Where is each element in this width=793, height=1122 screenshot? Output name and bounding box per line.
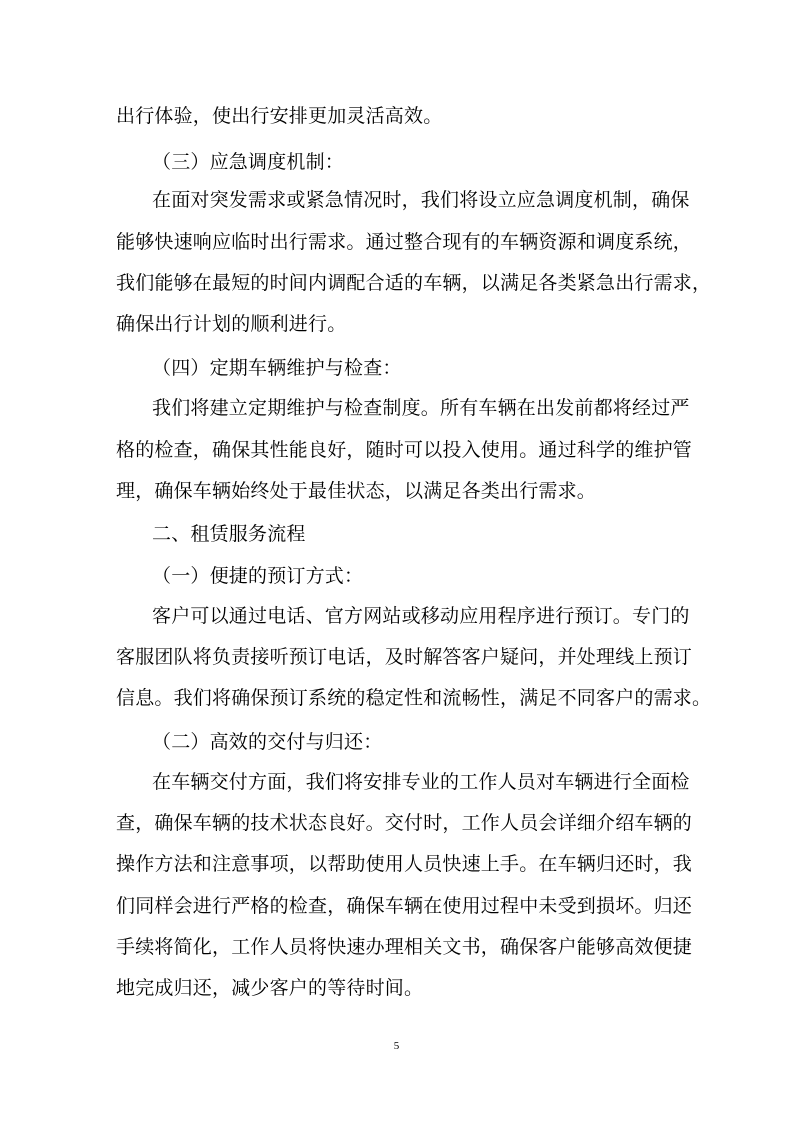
paragraph-line: 手续将简化，工作人员将快速办理相关文书，确保客户能够高效便捷 — [116, 936, 693, 958]
paragraph-line: 在面对突发需求或紧急情况时，我们将设立应急调度机制，确保 — [152, 189, 690, 211]
paragraph-line: 查，确保车辆的技术状态良好。交付时，工作人员会详细介绍车辆的 — [116, 812, 693, 834]
paragraph-line: 操作方法和注意事项，以帮助使用人员快速上手。在车辆归还时，我 — [116, 853, 693, 875]
paragraph-line: 能够快速响应临时出行需求。通过整合现有的车辆资源和调度系统， — [116, 231, 693, 253]
paragraph-line: 客户可以通过电话、官方网站或移动应用程序进行预订。专门的 — [152, 605, 690, 627]
paragraph-line: 理，确保车辆始终处于最佳状态，以满足各类出行需求。 — [116, 480, 597, 502]
section-heading-emergency-dispatch: （三）应急调度机制： — [152, 151, 345, 173]
chapter-heading-rental-process: 二、租赁服务流程 — [152, 523, 306, 545]
paragraph-line: 出行体验，使出行安排更加灵活高效。 — [116, 105, 443, 127]
section-heading-vehicle-maintenance: （四）定期车辆维护与检查： — [152, 357, 402, 379]
section-heading-delivery-return: （二）高效的交付与归还： — [152, 731, 383, 753]
paragraph-line: 确保出行计划的顺利进行。 — [116, 313, 347, 335]
paragraph-line: 在车辆交付方面，我们将安排专业的工作人员对车辆进行全面检 — [152, 771, 690, 793]
paragraph-line: 地完成归还，减少客户的等待时间。 — [116, 977, 424, 999]
paragraph-line: 我们将建立定期维护与检查制度。所有车辆在出发前都将经过严 — [152, 397, 690, 419]
paragraph-line: 我们能够在最短的时间内调配合适的车辆，以满足各类紧急出行需求， — [116, 272, 712, 294]
paragraph-line: 们同样会进行严格的检查，确保车辆在使用过程中未受到损坏。归还 — [116, 895, 693, 917]
paragraph-line: 格的检查，确保其性能良好，随时可以投入使用。通过科学的维护管 — [116, 439, 693, 461]
section-heading-booking-methods: （一）便捷的预订方式： — [152, 565, 364, 587]
paragraph-line: 客服团队将负责接听预订电话，及时解答客户疑问，并处理线上预订 — [116, 646, 693, 668]
page-number: 5 — [393, 1040, 400, 1052]
paragraph-line: 信息。我们将确保预订系统的稳定性和流畅性，满足不同客户的需求。 — [116, 687, 712, 709]
